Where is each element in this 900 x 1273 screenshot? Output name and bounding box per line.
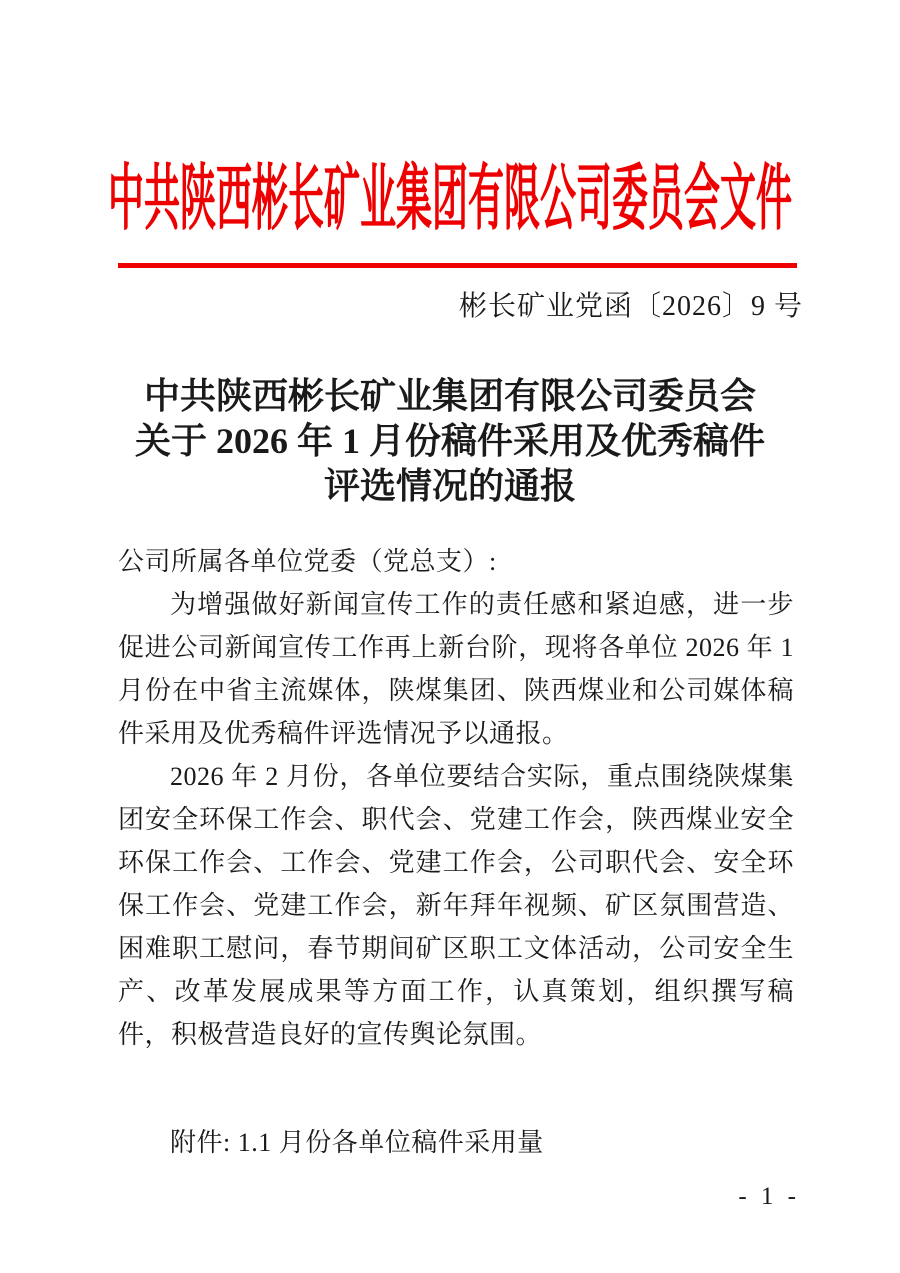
red-divider-line xyxy=(118,263,797,268)
document-title xyxy=(0,374,900,509)
salutation-line: 公司所属各单位党委（党总支）: xyxy=(118,547,497,576)
body-paragraph-1: 为增强做好新闻宣传工作的责任感和紧迫感，进一步促进公司新闻宣传工作再上新台阶，现将各单位 2026 年 1 月份在中省主流媒体，陕煤集团、陕西煤业和公司媒体稿件采用及优秀稿件评选情况予以通报。 xyxy=(118,590,794,748)
page-number: - 1 - xyxy=(738,1183,800,1210)
document-number: 彬长矿业党函〔2026〕9 号 xyxy=(458,291,803,322)
document-title-line-2: 关于 2026 年 1 月份稿件采用及优秀稿件 xyxy=(134,421,765,461)
document-body xyxy=(118,540,794,1164)
attachment-line: 附件: 1.1 月份各单位稿件采用量 xyxy=(170,1128,544,1157)
body-paragraph-2: 2026 年 2 月份，各单位要结合实际，重点围绕陕煤集团安全环保工作会、职代会、党建工作会，陕西煤业安全环保工作会、工作会、党建工作会，公司职代会、安全环保工作会、党建工作会，新年拜年视频、矿区氛围营造、困难职工慰问，春节期间矿区职工文体活动，公司安全生产、改革发展成果等方面工作，认真策划，组织撰写稿件，积极营造良好的宣传舆论氛围。 xyxy=(118,762,794,1049)
letterhead xyxy=(0,160,900,238)
letterhead-org-title: 中共陕西彬长矿业集团有限公司委员会文件 xyxy=(108,159,793,239)
document-title-line-1: 中共陕西彬长矿业集团有限公司委员会 xyxy=(143,376,756,416)
document-title-line-3: 评选情况的通报 xyxy=(323,466,576,506)
